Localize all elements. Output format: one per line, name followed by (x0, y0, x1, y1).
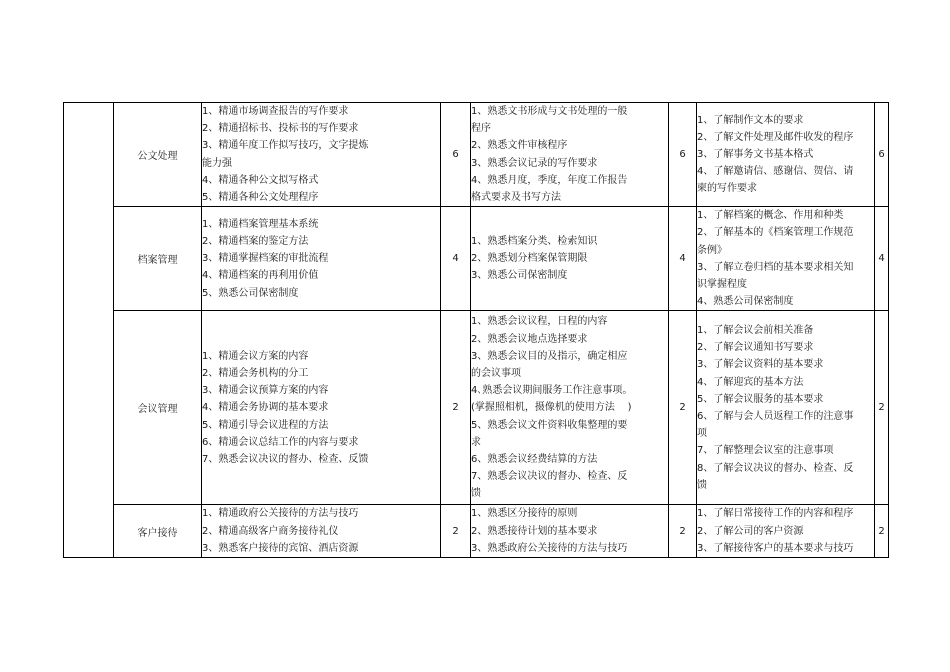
requirement-line: 格式要求及书写方法 (471, 192, 561, 204)
col3-score-cell: 2 (875, 505, 889, 558)
requirement-line: 3、了解会议资料的基本要求 (697, 359, 824, 371)
category-cell: 档案管理 (114, 207, 202, 311)
col1-score-cell: 2 (441, 505, 471, 558)
requirement-line: 5、了解会议服务的基本要求 (697, 393, 824, 405)
category-cell: 客户接待 (114, 505, 202, 558)
table-body (64, 103, 889, 558)
requirement-line: 程序 (471, 123, 491, 135)
requirement-line: 7、了解整理会议室的注意事项 (697, 445, 834, 457)
requirement-line: 3、了解接待客户的基本要求与技巧 (697, 542, 854, 554)
requirement-line: 求 (471, 436, 481, 448)
col3-requirements-cell (697, 311, 875, 505)
col3-score-cell: 2 (875, 311, 889, 505)
requirement-line: 3、精通会议预算方案的内容 (202, 385, 329, 397)
requirement-line: 1、了解档案的概念、作用和种类 (697, 210, 844, 222)
col2-score-cell: 2 (669, 505, 697, 558)
requirement-line: 项 (697, 428, 707, 440)
col2-requirements-cell (471, 505, 669, 558)
requirement-line: 1、了解制作文本的要求 (697, 114, 804, 126)
requirement-line: 识掌握程度 (697, 279, 747, 291)
requirement-line: (掌握照相机，摄像机的使用方法 ) (471, 402, 632, 414)
col1-requirements-cell (202, 103, 441, 207)
requirement-line: 3、熟悉客户接待的宾馆、酒店资源 (202, 542, 359, 554)
blank-merged-cell (64, 103, 114, 558)
requirement-line: 1、精通会议方案的内容 (202, 350, 309, 362)
requirement-line: 4、精通各种公文拟写格式 (202, 174, 319, 186)
requirement-line: 2、精通会务机构的分工 (202, 367, 309, 379)
requirement-line: 6、熟悉会议经费结算的方法 (471, 453, 598, 465)
requirement-line: 4、了解邀请信、感谢信、贺信、请 (697, 166, 854, 178)
table-row (64, 103, 889, 207)
requirement-line: 2、熟悉划分档案保管期限 (471, 253, 588, 265)
requirement-line: 1、精通政府公关接待的方法与技巧 (202, 508, 359, 520)
requirement-line: 能力强 (202, 157, 232, 169)
requirement-line: 6、精通会议总结工作的内容与要求 (202, 436, 359, 448)
requirement-line: 条例》 (697, 244, 727, 256)
col1-requirements-cell (202, 505, 441, 558)
col3-requirements-cell (697, 103, 875, 207)
requirement-line: 7、熟悉会议决议的督办、检查、反馈 (202, 453, 369, 465)
requirement-line: 3、熟悉政府公关接待的方法与技巧 (471, 542, 628, 554)
requirement-line: 1、了解会议会前相关准备 (697, 324, 814, 336)
requirement-line: 3、熟悉会议目的及指示，确定相应 (471, 350, 628, 362)
requirement-line: 1、精通档案管理基本系统 (202, 218, 319, 230)
requirement-line: 1、了解日常接待工作的内容和程序 (697, 508, 854, 520)
col1-score-cell: 6 (441, 103, 471, 207)
requirement-line: 3、了解事务文书基本格式 (697, 149, 814, 160)
requirement-line: 2、精通档案的鉴定方法 (202, 236, 309, 248)
requirement-line: 的会议事项 (471, 367, 521, 379)
requirement-line: 1、熟悉档案分类、检索知识 (471, 236, 598, 248)
col2-score-cell: 4 (669, 207, 697, 311)
requirement-line: 7、熟悉会议决议的督办、检查、反 (471, 471, 628, 483)
requirement-line: 3、精通年度工作拟写技巧，文字提炼 (202, 140, 369, 152)
col1-requirements-cell (202, 207, 441, 311)
requirement-line: 馈 (471, 488, 481, 500)
col1-score-cell: 4 (441, 207, 471, 311)
col2-score-cell: 6 (669, 103, 697, 207)
col2-requirements-cell (471, 103, 669, 207)
col1-requirements-cell (202, 311, 441, 505)
requirement-line: 4､熟悉会议期间服务工作注意事项。 (471, 385, 633, 397)
requirement-line: 5、熟悉公司保密制度 (202, 287, 299, 299)
requirement-line: 3、熟悉公司保密制度 (471, 270, 568, 282)
requirement-line: 4、熟悉公司保密制度 (697, 296, 794, 308)
category-cell: 公文处理 (114, 103, 202, 207)
col2-requirements-cell (471, 207, 669, 311)
col2-requirements-cell (471, 311, 669, 505)
requirement-line: 4、熟悉月度，季度，年度工作报告 (471, 174, 628, 186)
requirement-line: 2、了解文件处理及邮件收发的程序 (697, 131, 854, 143)
col2-score-cell: 2 (669, 311, 697, 505)
requirement-line: 2、了解会议通知书写要求 (697, 342, 814, 354)
requirement-line: 5、精通引导会议进程的方法 (202, 419, 329, 431)
requirement-line: 馈 (697, 479, 707, 491)
requirement-line: 4、了解迎宾的基本方法 (697, 376, 804, 388)
requirement-line: 3、精通掌握档案的审批流程 (202, 253, 329, 265)
requirement-line: 2、熟悉文件审核程序 (471, 140, 568, 152)
requirement-line: 柬的写作要求 (697, 183, 757, 195)
requirement-line: 1、熟悉区分接待的原则 (471, 508, 578, 520)
requirement-line: 3、熟悉会议记录的写作要求 (471, 157, 598, 169)
requirement-line: 2、精通高级客户商务接待礼仪 (202, 525, 339, 537)
col3-score-cell: 6 (875, 103, 889, 207)
table-row (64, 311, 889, 505)
requirement-line: 6、了解与会人员返程工作的注意事 (697, 410, 854, 422)
requirement-line: 2、熟悉接待计划的基本要求 (471, 525, 598, 537)
table-row (64, 207, 889, 311)
requirement-line: 1、精通市场调查报告的写作要求 (202, 106, 349, 117)
col1-score-cell: 2 (441, 311, 471, 505)
requirement-line: 4、精通会务协调的基本要求 (202, 402, 329, 414)
requirement-line: 1、熟悉会议议程，日程的内容 (471, 316, 608, 328)
col3-requirements-cell (697, 207, 875, 311)
requirement-line: 5、熟悉会议文件资料收集整理的要 (471, 419, 628, 431)
competency-table (63, 102, 889, 558)
requirement-line: 2、了解公司的客户资源 (697, 525, 804, 537)
requirement-line: 1、熟悉文书形成与文书处理的一般 (471, 106, 628, 117)
requirement-line: 2、了解基本的《档案管理工作规范 (697, 227, 854, 239)
category-cell: 会议管理 (114, 311, 202, 505)
requirement-line: 3、了解立卷归档的基本要求相关知 (697, 261, 854, 273)
requirement-line: 5、精通各种公文处理程序 (202, 192, 319, 204)
requirement-line: 4、精通档案的再利用价值 (202, 270, 319, 282)
col3-requirements-cell (697, 505, 875, 558)
requirement-line: 2、熟悉会议地点选择要求 (471, 333, 588, 345)
requirement-line: 2、精通招标书、投标书的写作要求 (202, 123, 359, 135)
requirement-line: 8、了解会议决议的督办、检查、反 (697, 462, 854, 474)
table-row (64, 505, 889, 558)
col3-score-cell: 4 (875, 207, 889, 311)
